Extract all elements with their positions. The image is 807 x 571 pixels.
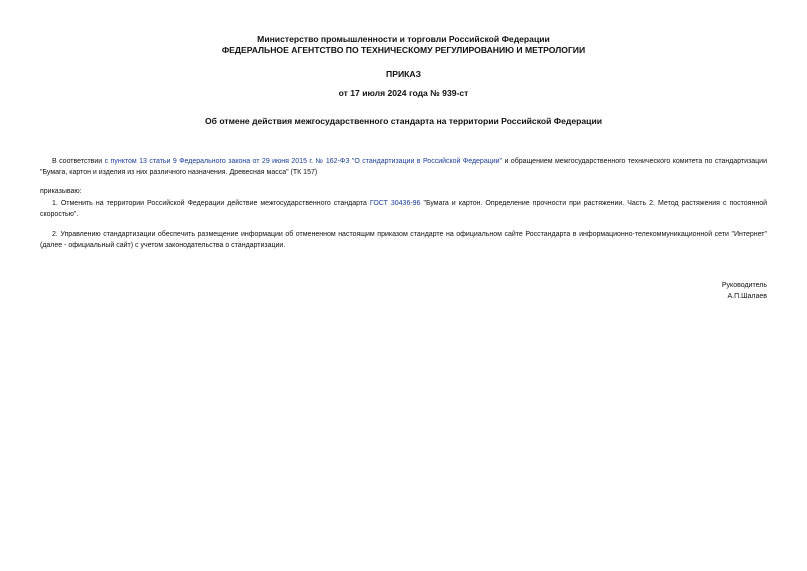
date-number: от 17 июля 2024 года № 939-ст xyxy=(338,88,469,98)
paragraph-basis xyxy=(40,156,767,178)
document-title: Об отмене действия межгосударственного стандарта на территории Российской Федерации xyxy=(204,116,603,126)
paragraph-item-2: 2. Управлению стандартизации обеспечить размещение информации об отмененном настоящим приказом стандарте на официальном сайте Росстандарта в информационно-телекоммуникационной сети "Интернет" (далее - официальный сайт) с учетом законодательства о стандартизации. xyxy=(40,231,767,249)
gost-link[interactable]: ГОСТ 30436-96 xyxy=(369,200,421,207)
signature-name: А.П.Шалаев xyxy=(727,293,767,300)
agency-heading: ФЕДЕРАЛЬНОЕ АГЕНТСТВО ПО ТЕХНИЧЕСКОМУ РЕГУЛИРОВАНИЮ И МЕТРОЛОГИИ xyxy=(221,45,586,55)
paragraph-basis-text-end: и обращением межгосударственного технического комитета по стандартизации "Бумага, картон и изделия из них различного назначения. Древесная масса" (ТК 157) xyxy=(40,158,767,176)
ministry-heading: Министерство промышленности и торговли Российской Федерации xyxy=(257,34,550,44)
paragraph-basis-text-start: В соответствии xyxy=(52,158,105,165)
item-1-text-start: 1. Отменить на территории Российской Федерации действие межгосударственного стандарта xyxy=(52,200,370,207)
law-link[interactable]: с пунктом 13 статьи 9 Федерального закона от 29 июня 2015 г. № 162-ФЗ "О стандартизации в Российской Федерации" xyxy=(104,158,503,165)
item-1-text-end: "Бумага и картон. Определение прочности при растяжении. Часть 2. Метод растяжения с постоянной скоростью". xyxy=(40,200,767,218)
signature-position: Руководитель xyxy=(721,282,767,289)
paragraph-item-1 xyxy=(40,198,767,220)
order-word: приказываю: xyxy=(40,188,82,195)
document-type: ПРИКАЗ xyxy=(386,69,421,79)
